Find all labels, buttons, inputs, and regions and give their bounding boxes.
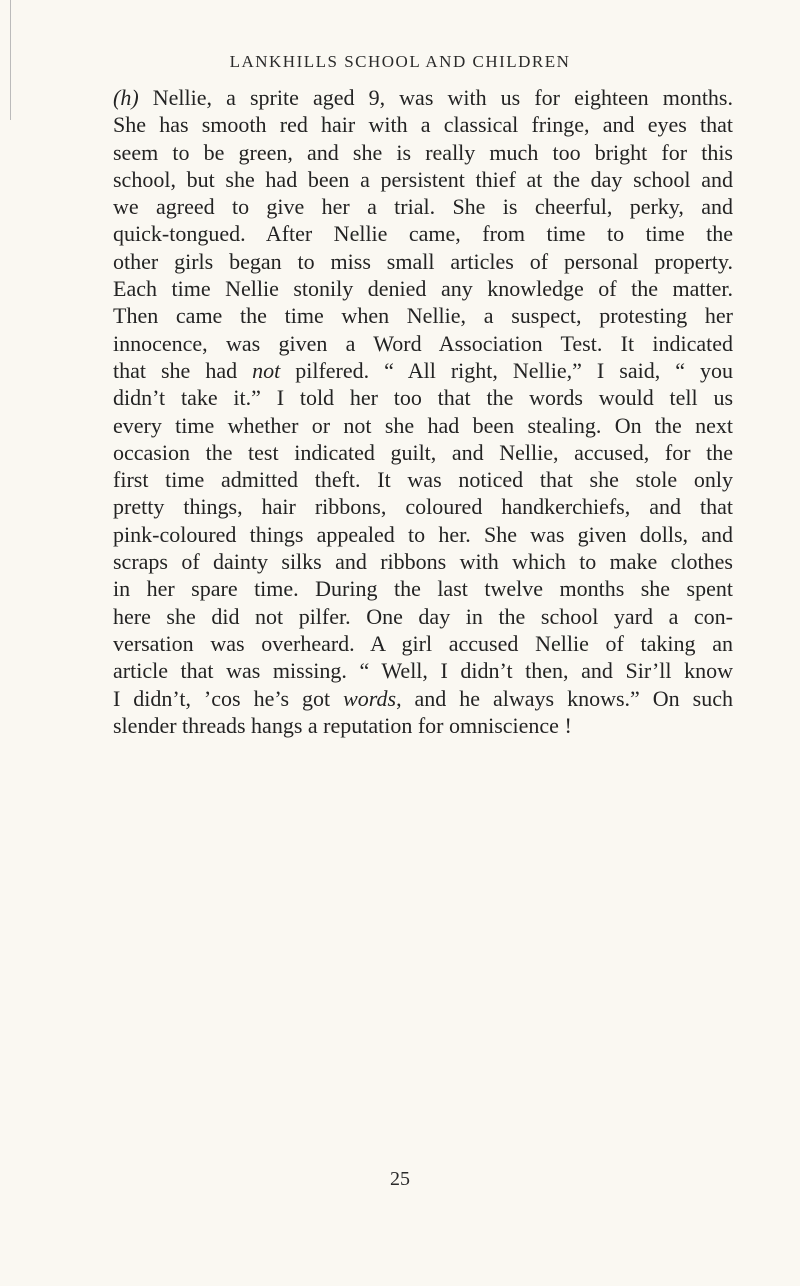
text-line-8: Each time Nellie stonily denied any knowledge of the matter. bbox=[113, 276, 733, 302]
text-line-13: every time whether or not she had been stealing. On the next bbox=[113, 412, 733, 438]
text-line-22: article that was missing. “ Well, I didn’t then, and Sir’ll know bbox=[113, 658, 733, 684]
text-line-6: quick-tongued. After Nellie came, from time to time the bbox=[113, 221, 733, 247]
text-line-16: pretty things, hair ribbons, coloured handkerchiefs, and that bbox=[113, 494, 733, 520]
text-line-5: we agreed to give her a trial. She is cheerful, perky, and bbox=[113, 194, 733, 220]
text-line-18: scraps of dainty silks and ribbons with which to make clothes bbox=[113, 549, 733, 575]
page-number: 25 bbox=[390, 1168, 410, 1190]
text-line-1: (h) Nellie, a sprite aged 9, was with us for eighteen months. bbox=[113, 85, 733, 110]
body-paragraph bbox=[113, 84, 733, 739]
text-line-10: innocence, was given a Word Association Test. It indicated bbox=[113, 330, 733, 356]
text-line-14: occasion the test indicated guilt, and Nellie, accused, for the bbox=[113, 439, 733, 465]
text-line-3: seem to be green, and she is really much too bright for this bbox=[113, 139, 733, 165]
text-line-15: first time admitted theft. It was noticed that she stole only bbox=[113, 467, 733, 493]
text-line-12: didn’t take it.” I told her too that the words would tell us bbox=[113, 385, 733, 411]
text-line-20: here she did not pilfer. One day in the school yard a con- bbox=[113, 603, 733, 629]
text-line-4: school, but she had been a persistent thief at the day school and bbox=[113, 166, 733, 192]
emphasis-words: words bbox=[343, 685, 397, 711]
text-line-24: slender threads hangs a reputation for omniscience ! bbox=[113, 712, 572, 738]
text-line-19: in her spare time. During the last twelve months she spent bbox=[113, 576, 733, 602]
text-line-2: She has smooth red hair with a classical fringe, and eyes that bbox=[113, 112, 733, 138]
text-line-21: versation was overheard. A girl accused Nellie of taking an bbox=[113, 630, 733, 656]
paragraph-label: (h) bbox=[113, 85, 139, 110]
text-line-17: pink-coloured things appealed to her. She was given dolls, and bbox=[113, 521, 733, 547]
running-head: LANKHILLS SCHOOL AND CHILDREN bbox=[229, 52, 571, 71]
text-line-7: other girls began to miss small articles of personal property. bbox=[113, 248, 733, 274]
text-line-23: I didn’t, ’cos he’s got words, and he always knows.” On such bbox=[113, 685, 733, 711]
text-line-9: Then came the time when Nellie, a suspect, protesting her bbox=[113, 303, 733, 329]
emphasis-not: not bbox=[252, 357, 281, 383]
text-line-11: that she had not pilfered. “ All right, Nellie,” I said, “ you bbox=[113, 357, 733, 383]
